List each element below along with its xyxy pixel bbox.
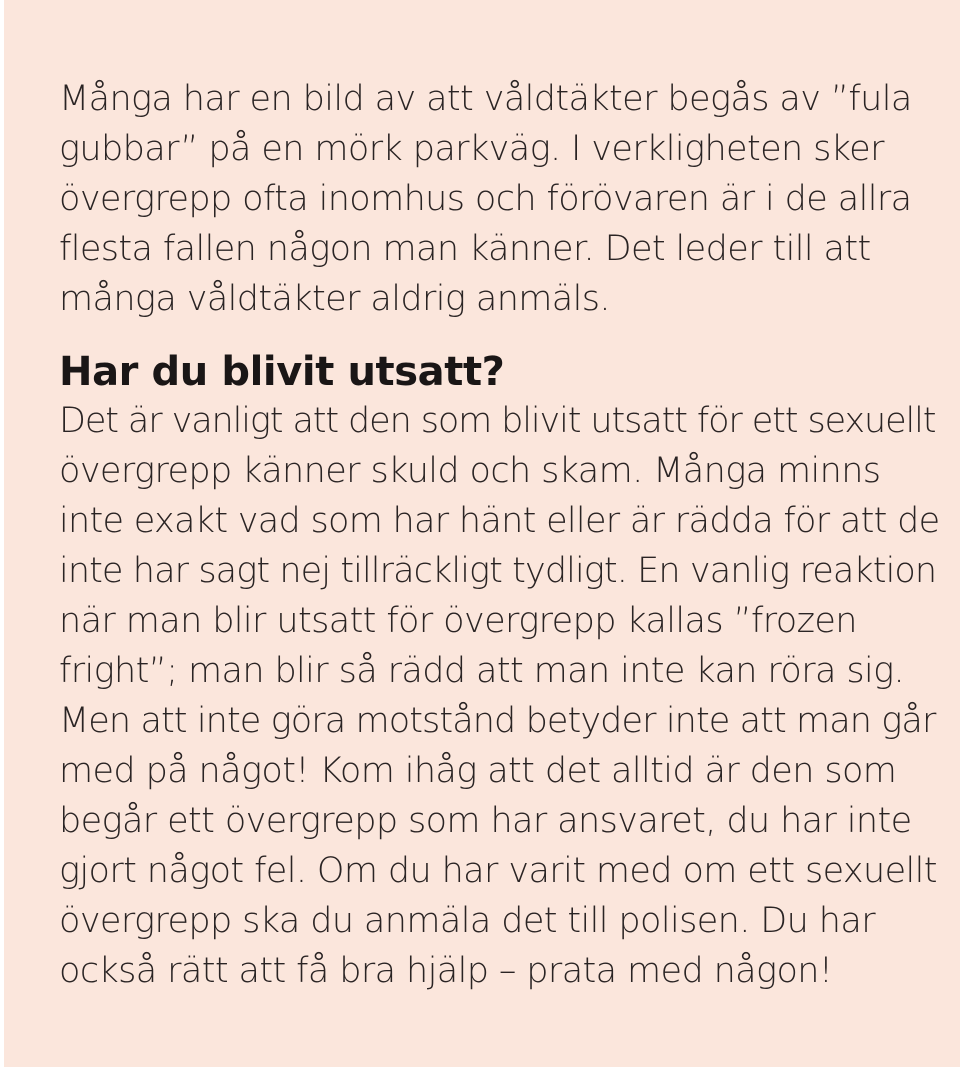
intro-line: flesta fallen någon man känner. Det leder till att bbox=[59, 229, 871, 269]
intro-paragraph bbox=[59, 74, 939, 324]
intro-line: Många har en bild av att våldtäkter begås av ”fula bbox=[59, 79, 912, 119]
article-body bbox=[59, 74, 939, 996]
section-line: övergrepp ska du anmäla det till polisen. Du har bbox=[59, 901, 875, 941]
intro-line: många våldtäkter aldrig anmäls. bbox=[59, 279, 610, 319]
intro-line: gubbar” på en mörk parkväg. I verkligheten sker bbox=[59, 129, 884, 169]
intro-line: övergrepp ofta inomhus och förövaren är i de allra bbox=[59, 179, 912, 219]
section-line: med på något! Kom ihåg att det alltid är den som bbox=[59, 751, 897, 791]
section-line: inte har sagt nej tillräckligt tydligt. En vanlig reaktion bbox=[59, 551, 937, 591]
section-line: begår ett övergrepp som har ansvaret, du har inte bbox=[59, 801, 912, 841]
section-heading: Har du blivit utsatt? bbox=[59, 349, 505, 395]
info-panel bbox=[4, 0, 960, 1067]
section-line: också rätt att få bra hjälp – prata med någon! bbox=[59, 951, 833, 991]
section-line: fright”; man blir så rädd att man inte kan röra sig. bbox=[59, 651, 905, 691]
section-paragraph bbox=[59, 396, 939, 996]
section-line: Det är vanligt att den som blivit utsatt för ett sexuellt bbox=[59, 401, 936, 441]
section-line: inte exakt vad som har hänt eller är rädda för att de bbox=[59, 501, 940, 541]
section-line: övergrepp känner skuld och skam. Många minns bbox=[59, 451, 881, 491]
section-line: Men att inte göra motstånd betyder inte att man går bbox=[59, 701, 936, 741]
section-line: när man blir utsatt för övergrepp kallas ”frozen bbox=[59, 601, 857, 641]
section-line: gjort något fel. Om du har varit med om ett sexuellt bbox=[59, 851, 937, 891]
